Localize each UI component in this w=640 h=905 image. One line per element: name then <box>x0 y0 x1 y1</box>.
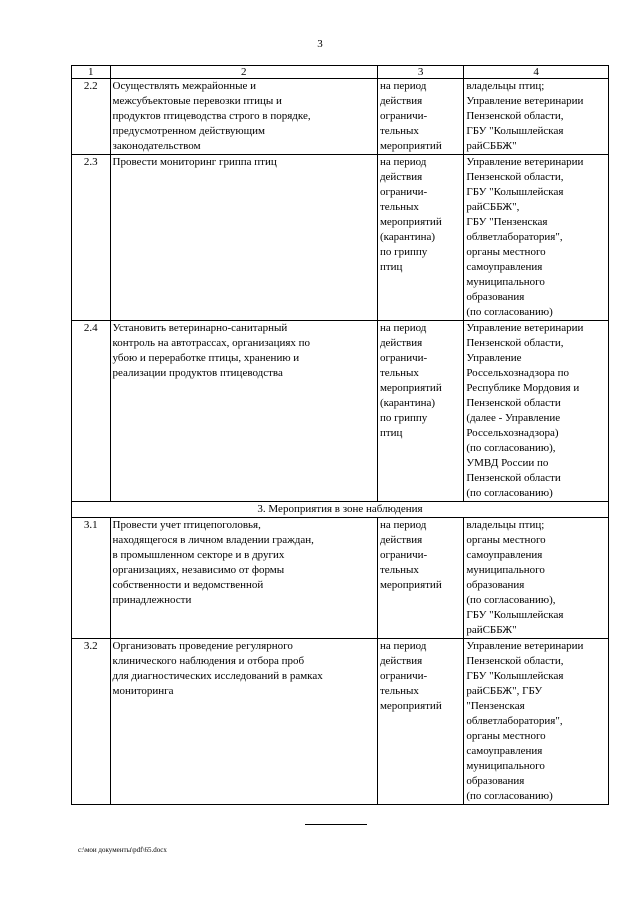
period-text <box>377 321 463 502</box>
cell-line: на период <box>379 322 427 334</box>
cell-line: (по согласованию) <box>466 790 553 802</box>
cell-line: (по согласованию), <box>466 442 556 454</box>
section-row <box>72 502 609 518</box>
row-number: 2.4 <box>72 321 111 502</box>
cell-line: продуктов птицеводства строго в порядке, <box>112 110 311 122</box>
cell-line: владельцы птиц; <box>466 519 545 531</box>
table-row <box>72 155 609 321</box>
cell-line: в промышленном секторе и в других <box>112 549 285 561</box>
cell-line: УМВД России по <box>466 457 549 469</box>
cell-line: находящегося в личном владении граждан, <box>112 534 314 546</box>
section-title: 3. Мероприятия в зоне наблюдения <box>72 502 609 518</box>
cell-line: ограничи- <box>379 110 428 122</box>
measure-text <box>110 639 377 805</box>
row-number: 2.2 <box>72 79 111 155</box>
footer-separator-line <box>305 824 367 825</box>
cell-line: тельных <box>379 564 419 576</box>
cell-line: райСББЖ", ГБУ <box>466 685 543 697</box>
cell-line: образования <box>466 775 525 787</box>
cell-line: (карантина) <box>379 231 436 243</box>
cell-line: самоуправления <box>466 745 543 757</box>
cell-line: птиц <box>379 261 403 273</box>
row-number: 3.2 <box>72 639 111 805</box>
period-text <box>377 639 463 805</box>
cell-line: Россельхознадзора) <box>466 427 559 439</box>
cell-line: действия <box>379 534 423 546</box>
cell-line: принадлежности <box>112 594 192 606</box>
cell-line: райСББЖ" <box>466 140 517 152</box>
cell-line: на период <box>379 156 427 168</box>
cell-line: мероприятий <box>379 700 442 712</box>
cell-line: Россельхознадзора по <box>466 367 569 379</box>
cell-line: муниципального <box>466 276 545 288</box>
cell-line: на период <box>379 640 427 652</box>
cell-line: Управление ветеринарии <box>466 322 584 334</box>
header-col-2: 2 <box>110 66 377 79</box>
cell-line: Установить ветеринарно-санитарный <box>112 322 288 334</box>
cell-line: (по согласованию) <box>466 306 553 318</box>
cell-line: образования <box>466 579 525 591</box>
cell-line: самоуправления <box>466 261 543 273</box>
cell-line: ГБУ "Колышлейская <box>466 186 564 198</box>
measure-text <box>110 79 377 155</box>
cell-line: Пензенской области, <box>466 171 564 183</box>
period-text <box>377 79 463 155</box>
cell-line: мониторинга <box>112 685 174 697</box>
header-col-4: 4 <box>464 66 609 79</box>
cell-line: мероприятий <box>379 382 442 394</box>
cell-line: действия <box>379 655 423 667</box>
responsible-text <box>464 155 609 321</box>
cell-line: Пензенской области, <box>466 655 564 667</box>
measure-text <box>110 155 377 321</box>
cell-line: действия <box>379 337 423 349</box>
cell-line: предусмотренном действующим <box>112 125 265 137</box>
measure-text <box>110 518 377 639</box>
cell-line: ограничи- <box>379 670 428 682</box>
cell-line: Республике Мордовия и <box>466 382 580 394</box>
responsible-text <box>464 639 609 805</box>
table-row <box>72 639 609 805</box>
cell-line: райСББЖ", <box>466 201 520 213</box>
cell-line: органы местного <box>466 730 546 742</box>
cell-line: Управление ветеринарии <box>466 156 584 168</box>
cell-line: тельных <box>379 125 419 137</box>
cell-line: органы местного <box>466 534 546 546</box>
cell-line: птиц <box>379 427 403 439</box>
cell-line: на период <box>379 80 427 92</box>
cell-line: (далее - Управление <box>466 412 561 424</box>
cell-line: мероприятий <box>379 140 442 152</box>
header-col-3: 3 <box>377 66 463 79</box>
cell-line: контроль на автотрассах, организациях по <box>112 337 311 349</box>
cell-line: ограничи- <box>379 352 428 364</box>
cell-line: ограничи- <box>379 549 428 561</box>
row-number: 2.3 <box>72 155 111 321</box>
cell-line: тельных <box>379 685 419 697</box>
cell-line: организациях, независимо от формы <box>112 564 285 576</box>
cell-line: убою и переработке птицы, хранению и <box>112 352 300 364</box>
file-path-footer: c:\мои документы\pdf\65.docx <box>78 846 167 854</box>
cell-line: (по согласованию) <box>466 487 553 499</box>
cell-line: ГБУ "Колышлейская <box>466 125 564 137</box>
cell-line: облветлаборатория", <box>466 715 563 727</box>
cell-line: облветлаборатория", <box>466 231 563 243</box>
period-text <box>377 518 463 639</box>
cell-line: муниципального <box>466 760 545 772</box>
cell-line: действия <box>379 171 423 183</box>
cell-line: самоуправления <box>466 549 543 561</box>
cell-line: по гриппу <box>379 246 428 258</box>
header-col-1: 1 <box>72 66 111 79</box>
cell-line: Пензенской области, <box>466 110 564 122</box>
cell-line: ГБУ "Колышлейская <box>466 609 564 621</box>
cell-line: мероприятий <box>379 216 442 228</box>
cell-line: действия <box>379 95 423 107</box>
cell-line: Организовать проведение регулярного <box>112 640 293 652</box>
cell-line: Провести мониторинг гриппа птиц <box>112 156 277 168</box>
cell-line: Управление <box>466 352 522 364</box>
cell-line: ГБУ "Колышлейская <box>466 670 564 682</box>
cell-line: тельных <box>379 201 419 213</box>
cell-line: законодательством <box>112 140 201 152</box>
cell-line: ГБУ "Пензенская <box>466 216 548 228</box>
cell-line: райСББЖ" <box>466 624 517 636</box>
table-row <box>72 518 609 639</box>
responsible-text <box>464 518 609 639</box>
cell-line: муниципального <box>466 564 545 576</box>
cell-line: на период <box>379 519 427 531</box>
cell-line: Осуществлять межрайонные и <box>112 80 257 92</box>
cell-line: образования <box>466 291 525 303</box>
page-number: 3 <box>317 38 323 50</box>
measure-text <box>110 321 377 502</box>
cell-line: реализации продуктов птицеводства <box>112 367 283 379</box>
cell-line: Пензенской области, <box>466 337 564 349</box>
table-row <box>72 321 609 502</box>
row-number: 3.1 <box>72 518 111 639</box>
cell-line: (карантина) <box>379 397 436 409</box>
responsible-text <box>464 79 609 155</box>
cell-line: Провести учет птицепоголовья, <box>112 519 261 531</box>
responsible-text <box>464 321 609 502</box>
cell-line: органы местного <box>466 246 546 258</box>
cell-line: межсубъектовые перевозки птицы и <box>112 95 282 107</box>
table-row <box>72 79 609 155</box>
cell-line: Управление ветеринарии <box>466 95 584 107</box>
cell-line: тельных <box>379 367 419 379</box>
cell-line: Пензенской области <box>466 472 561 484</box>
measures-table <box>71 65 609 805</box>
cell-line: мероприятий <box>379 579 442 591</box>
cell-line: для диагностических исследований в рамках <box>112 670 323 682</box>
cell-line: "Пензенская <box>466 700 525 712</box>
cell-line: Управление ветеринарии <box>466 640 584 652</box>
period-text <box>377 155 463 321</box>
cell-line: (по согласованию), <box>466 594 556 606</box>
cell-line: клинического наблюдения и отбора проб <box>112 655 305 667</box>
cell-line: по гриппу <box>379 412 428 424</box>
cell-line: владельцы птиц; <box>466 80 545 92</box>
cell-line: собственности и ведомственной <box>112 579 264 591</box>
cell-line: Пензенской области <box>466 397 561 409</box>
table-header-row <box>72 66 609 79</box>
cell-line: ограничи- <box>379 186 428 198</box>
